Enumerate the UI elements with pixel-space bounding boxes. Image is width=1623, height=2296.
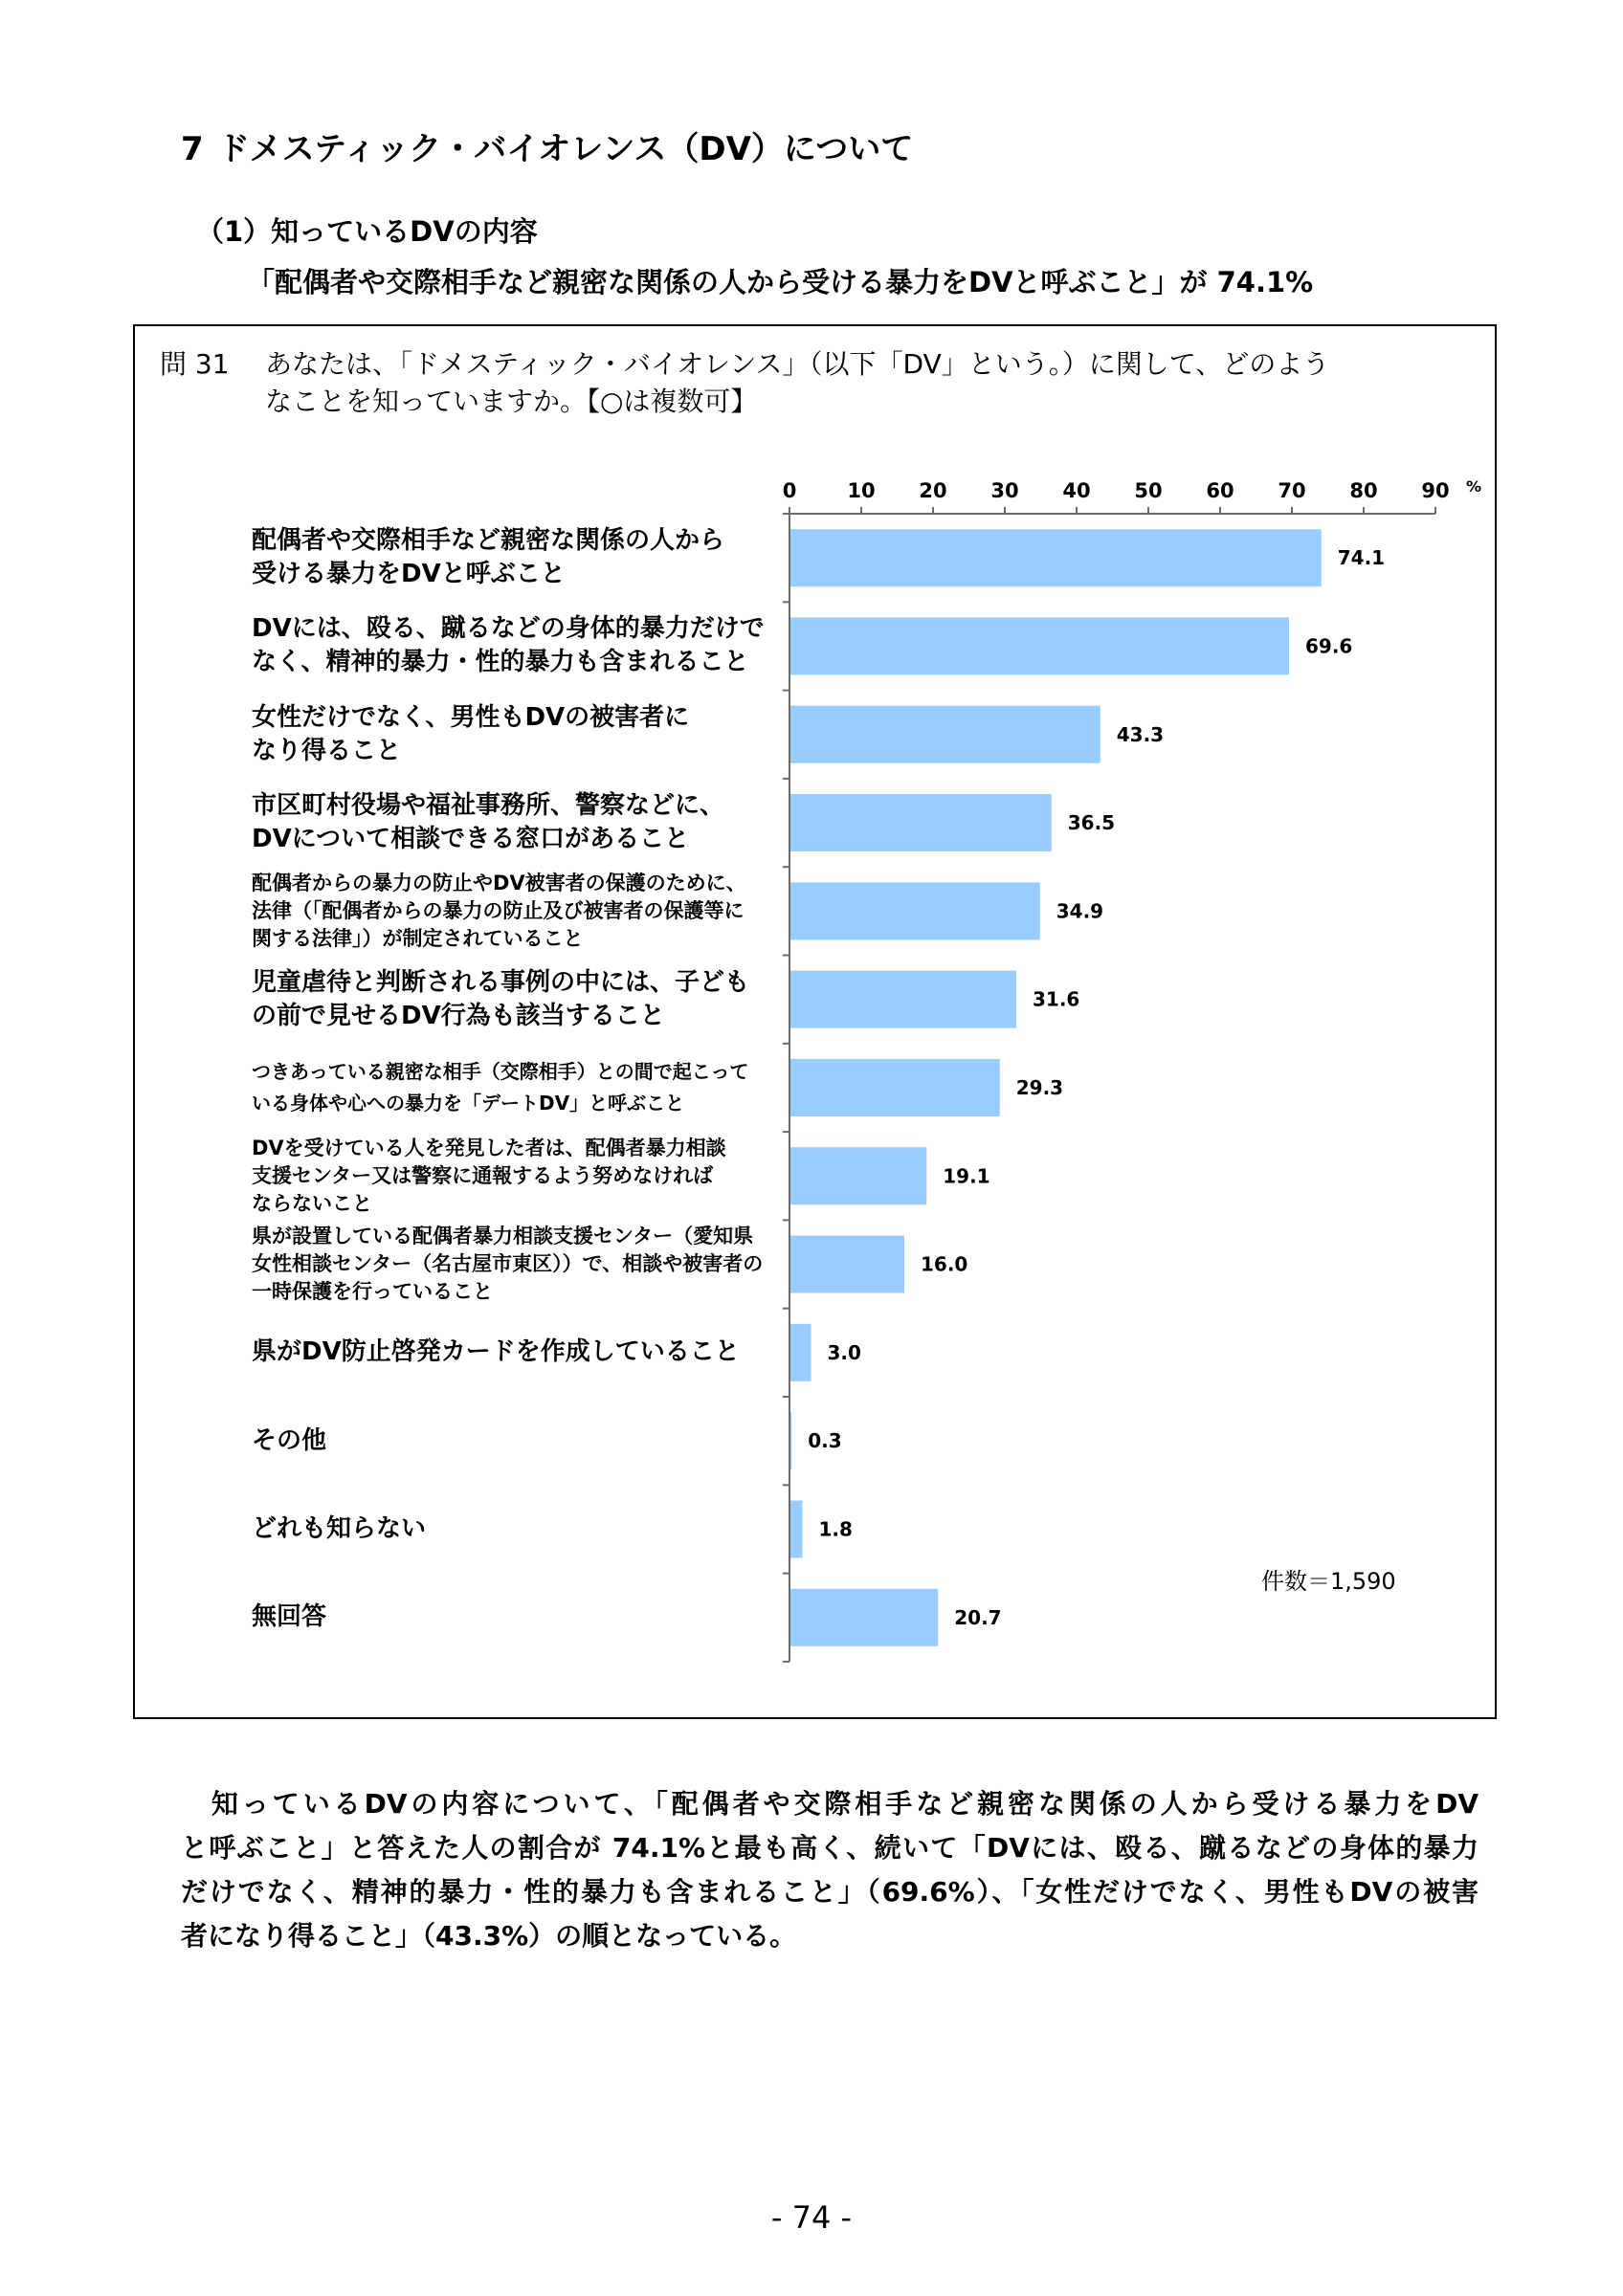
category-label-13: 無回答 xyxy=(252,1602,327,1632)
bar-5 xyxy=(789,882,1040,939)
sample-size: 件数＝1,590 xyxy=(1261,1568,1396,1595)
body-line-1: 知っているDVの内容について、「配偶者や交際相手など親密な関係の人から受ける暴力をDV xyxy=(181,1788,1478,1820)
chart xyxy=(135,326,1495,1717)
category-label-7: つきあっている親密な相手（交際相手）との間で起こって いる身体や心への暴力を「デートDV」と呼ぶこと xyxy=(252,1059,749,1115)
body-line-2: と呼ぶこと」と答えた人の割合が 74.1%と最も高く、続いて「DVには、殴る、蹴るなどの身体的暴力 xyxy=(181,1832,1478,1864)
bar-12 xyxy=(789,1500,803,1557)
bar-10 xyxy=(789,1324,812,1381)
category-label-1: 配偶者や交際相手など親密な関係の人から 受ける暴力をDVと呼ぶこと xyxy=(252,526,725,589)
category-label-2: DVには、殴る、蹴るなどの身体的暴力だけで なく、精神的暴力・性的暴力も含まれること xyxy=(252,614,765,677)
x-tick-label-80: 80 xyxy=(1349,479,1378,502)
bar-7 xyxy=(789,1059,1000,1116)
value-label-13: 20.7 xyxy=(954,1605,1002,1629)
x-tick-label-20: 20 xyxy=(919,479,947,502)
section-title: ドメスティック・バイオレンス（DV）について xyxy=(217,130,914,168)
bar-2 xyxy=(789,617,1289,674)
bar-13 xyxy=(789,1589,938,1646)
question-text: あなたは、「ドメスティック・バイオレンス」（以下「DV」という。）に関して、どのよう なことを知っていますか。【○は複数可】 xyxy=(265,348,1330,417)
value-label-10: 3.0 xyxy=(827,1340,861,1364)
value-label-9: 16.0 xyxy=(921,1252,968,1276)
value-label-4: 36.5 xyxy=(1067,811,1116,835)
category-label-11: その他 xyxy=(252,1425,327,1455)
x-tick-label-30: 30 xyxy=(990,479,1019,502)
x-tick-label-90: 90 xyxy=(1421,479,1450,502)
section-heading xyxy=(181,126,913,172)
body-line-3: だけでなく、精神的暴力・性的暴力も含まれること」（69.6%）、「女性だけでなく、男性もDVの被害 xyxy=(181,1876,1478,1908)
body-line-4: 者になり得ること」（43.3%）の順となっている。 xyxy=(181,1920,797,1952)
category-label-6: 児童虐待と判断される事例の中には、子ども の前で見せるDV行為も該当すること xyxy=(252,967,750,1030)
question-box xyxy=(133,324,1497,1719)
bar-8 xyxy=(789,1147,926,1204)
x-tick-label-0: 0 xyxy=(782,479,797,502)
value-label-5: 34.9 xyxy=(1056,899,1104,923)
x-tick-label-10: 10 xyxy=(847,479,876,502)
bar-6 xyxy=(789,971,1016,1028)
section-number: 7 xyxy=(181,130,204,168)
page-number: - 74 - xyxy=(770,2199,853,2236)
x-tick-label-50: 50 xyxy=(1134,479,1163,502)
value-label-2: 69.6 xyxy=(1305,634,1353,658)
category-label-9: 県が設置している配偶者暴力相談支援センター（愛知県 女性相談センター（名古屋市東区））で、相談や被害者の 一時保護を行っていること xyxy=(252,1225,764,1304)
bar-1 xyxy=(789,529,1322,586)
bar-3 xyxy=(789,706,1101,763)
x-tick-label-70: 70 xyxy=(1278,479,1306,502)
x-axis-unit-label: % xyxy=(1466,477,1482,496)
question-number: 問 31 xyxy=(160,348,230,380)
category-label-10: 県がDV防止啓発カードを作成していること xyxy=(252,1337,740,1367)
x-tick-label-40: 40 xyxy=(1062,479,1091,502)
value-label-7: 29.3 xyxy=(1015,1075,1064,1099)
bar-9 xyxy=(789,1236,904,1293)
category-label-3: 女性だけでなく、男性もDVの被害者に なり得ること xyxy=(252,702,690,765)
category-label-12: どれも知らない xyxy=(252,1513,427,1543)
value-label-12: 1.8 xyxy=(818,1517,853,1541)
category-label-4: 市区町村役場や福祉事務所、警察などに、 DVについて相談できる窓口があること xyxy=(252,791,725,854)
subsection-heading: （1）知っているDVの内容 xyxy=(196,215,538,248)
body-paragraph xyxy=(181,1782,1478,1958)
category-label-5: 配偶者からの暴力の防止やDV被害者の保護のために、 法律（「配偶者からの暴力の防止及び被害者の保護等に 関する法律」）が制定されていること xyxy=(252,871,746,950)
value-label-11: 0.3 xyxy=(808,1429,842,1453)
value-label-3: 43.3 xyxy=(1116,722,1165,746)
bar-4 xyxy=(789,794,1052,851)
value-label-8: 19.1 xyxy=(943,1164,990,1188)
value-label-6: 31.6 xyxy=(1033,987,1080,1011)
value-label-1: 74.1 xyxy=(1337,546,1386,570)
subsection-summary: 「配偶者や交際相手など親密な関係の人から受ける暴力をDVと呼ぶこと」が 74.1% xyxy=(247,266,1314,298)
x-tick-label-60: 60 xyxy=(1206,479,1234,502)
category-label-8: DVを受けている人を発見した者は、配偶者暴力相談 支援センター又は警察に通報するよう努めなければ ならないこと xyxy=(252,1136,726,1215)
